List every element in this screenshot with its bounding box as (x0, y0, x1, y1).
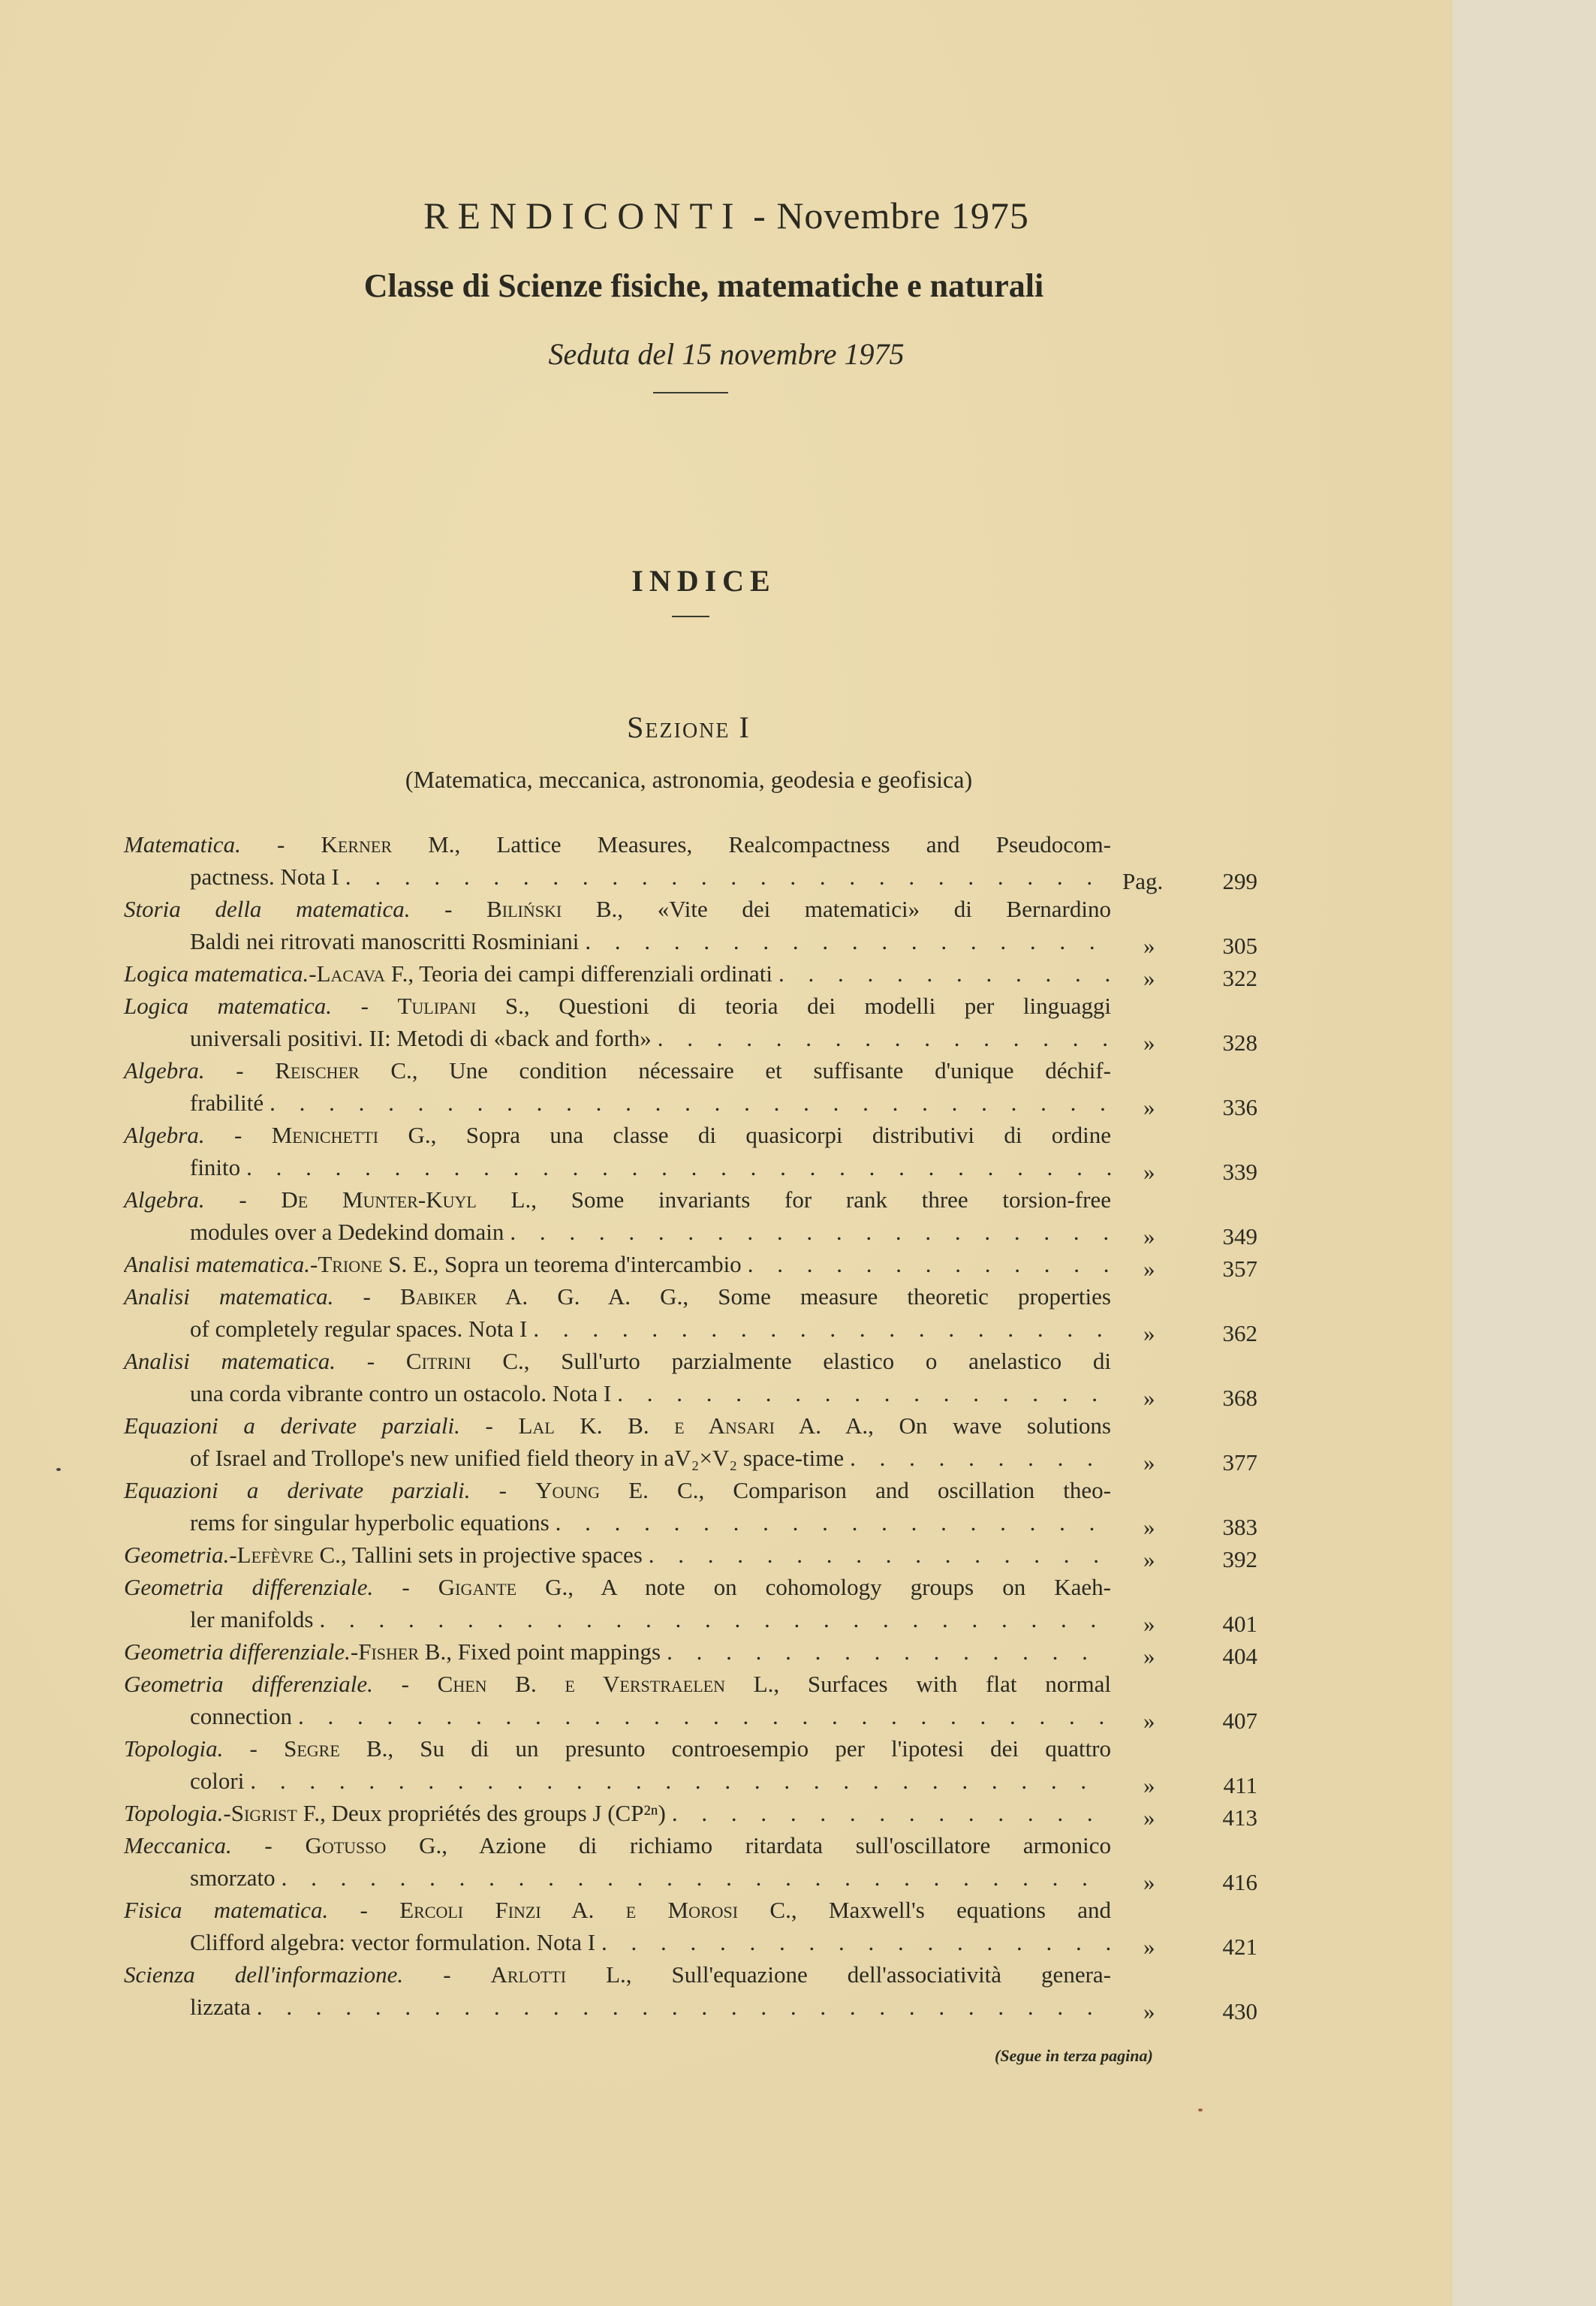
dot-leader (504, 1216, 1111, 1248)
entry-title: , Tallini sets in projective spaces (340, 1542, 643, 1568)
entry-dash: - (410, 896, 487, 922)
entry-dash: - (350, 1638, 359, 1665)
dot-leader (313, 1603, 1111, 1635)
entry-title-continued: Baldi nei ritrovati manoscritti Rosminiani (190, 928, 580, 954)
entry-author: Chen B. e Verstraelen L. (437, 1671, 774, 1697)
pag-label: Pag. (1122, 868, 1164, 894)
toc-entry (124, 1345, 1257, 1409)
entry-author: Biliński B. (486, 896, 618, 922)
entry-dash: - (332, 993, 398, 1019)
toc-entry (124, 1797, 1257, 1829)
entry-second-line (124, 1442, 1111, 1474)
classe-title: Classe di Scienze fisiche, matematiche e naturali (363, 267, 1044, 304)
entry-title-continued: finito (190, 1154, 241, 1180)
page-number: 349 (1222, 1223, 1257, 1249)
dot-leader (244, 1765, 1111, 1797)
entry-category: Equazioni a derivate parziali. (124, 1412, 460, 1439)
entry-dash: - (470, 1477, 536, 1503)
divider-rule-small (672, 616, 709, 617)
entry-title-continued: lizzata (190, 1994, 251, 2020)
entry-author: Lal K. B. e Ansari A. A. (518, 1412, 869, 1439)
page-reference (1122, 1995, 1257, 2027)
entry-second-line (124, 1022, 1111, 1054)
entry-first-line (124, 1119, 1111, 1151)
dot-leader (527, 1313, 1111, 1345)
ditto-mark: » (1143, 1772, 1155, 1798)
entry-dash: - (240, 831, 321, 858)
entry-dash: - (204, 1057, 276, 1084)
entry-category: Algebra. (124, 1057, 205, 1084)
toc-entry (124, 1248, 1257, 1280)
backing-sheet (1453, 0, 1596, 2306)
entry-first-line (124, 1797, 1111, 1829)
entry-dash: - (309, 960, 317, 987)
page-number: 368 (1222, 1385, 1257, 1411)
entry-author: Menichetti G. (271, 1122, 431, 1148)
page-number: 430 (1222, 1998, 1257, 2024)
dot-leader (251, 1991, 1111, 2023)
page-number: 336 (1222, 1094, 1257, 1120)
entry-title: , Lattice Measures, Realcompactness and Pseudocom- (454, 831, 1111, 858)
ditto-mark: » (1143, 1159, 1155, 1185)
toc-entry (124, 1829, 1257, 1894)
entry-title-continued: frabilité (190, 1090, 264, 1116)
entry-second-line (124, 1700, 1111, 1732)
entry-dash: - (333, 1283, 401, 1310)
entry-second-line (124, 1926, 1111, 1958)
page-number: 339 (1222, 1159, 1257, 1185)
entry-category: Fisica matematica. (124, 1897, 329, 1923)
entry-second-line (124, 1861, 1111, 1894)
entry-second-line (124, 1377, 1111, 1409)
entry-first-line (124, 1183, 1111, 1216)
entry-author: Lacava F. (316, 960, 408, 987)
ditto-mark: » (1143, 1029, 1155, 1056)
entry-title: , Comparison and oscillation theo- (698, 1477, 1111, 1503)
entry-author: Reischer C. (275, 1057, 412, 1084)
entry-category: Analisi matematica. (124, 1348, 336, 1374)
ditto-mark: » (1143, 1546, 1155, 1572)
entry-second-line (124, 1216, 1111, 1248)
entry-dash: - (336, 1348, 406, 1374)
entry-category: Logica matematica. (124, 960, 309, 987)
seduta-date: Seduta del 15 novembre 1975 (548, 337, 905, 371)
entry-second-line (124, 1603, 1111, 1635)
entry-title-continued: Clifford algebra: vector formulation. Nota I (190, 1929, 596, 1955)
dot-leader (263, 1087, 1111, 1119)
entry-first-line (124, 1668, 1111, 1700)
toc-entry (124, 1183, 1257, 1248)
entry-first-line (124, 957, 1111, 990)
entry-category: Meccanica. (124, 1832, 232, 1858)
ditto-mark: » (1143, 1255, 1155, 1282)
page-number: 357 (1222, 1255, 1257, 1282)
section-title: Sezione I (627, 710, 751, 744)
entry-first-line (124, 1539, 1111, 1571)
issue-date: Novembre 1975 (776, 194, 1029, 237)
entry-author: Segre B. (284, 1735, 388, 1762)
entry-first-line (124, 1054, 1111, 1087)
page-number: 383 (1222, 1514, 1257, 1540)
entry-dash: - (403, 1961, 491, 1988)
entry-second-line (124, 861, 1111, 893)
entry-title: , Some measure theoretic properties (682, 1283, 1111, 1310)
entry-second-line (124, 1313, 1111, 1345)
ditto-mark: » (1143, 1869, 1155, 1895)
page-number: 413 (1222, 1804, 1257, 1831)
entry-category: Scienza dell'informazione. (124, 1961, 404, 1988)
toc-entry (124, 1539, 1257, 1571)
dot-leader (276, 1861, 1111, 1894)
ditto-mark: » (1143, 1643, 1155, 1669)
entry-first-line (124, 1829, 1111, 1861)
entry-category: Analisi matematica. (124, 1283, 334, 1310)
toc-entry (124, 1409, 1257, 1474)
dot-leader (550, 1506, 1111, 1539)
entry-author: Gigante G. (438, 1574, 568, 1600)
toc-entry (124, 957, 1257, 990)
dot-leader (772, 957, 1111, 990)
entry-dash: - (231, 1832, 306, 1858)
page-number: 392 (1222, 1546, 1257, 1572)
entry-title: , Surfaces with flat normal (773, 1671, 1111, 1697)
toc-entry (124, 1668, 1257, 1732)
entry-first-line (124, 1474, 1111, 1506)
entry-title-continued: una corda vibrante contro un ostacolo. Nota I (190, 1380, 612, 1406)
entry-title-continued: ler manifolds (190, 1606, 314, 1632)
entry-dash: - (459, 1412, 519, 1439)
entry-title: , Sopra un teorema d'intercambio (432, 1251, 742, 1277)
dot-leader (292, 1700, 1111, 1732)
ditto-mark: » (1143, 1998, 1155, 2024)
entry-category: Geometria. (124, 1542, 230, 1568)
entry-first-line (124, 1894, 1111, 1926)
ditto-mark: » (1143, 965, 1155, 991)
page-number: 362 (1222, 1320, 1257, 1346)
paper-speck (56, 1468, 61, 1471)
entry-author: Arlotti L. (490, 1961, 626, 1988)
header-separator: - (753, 194, 766, 237)
entry-title: , Teoria dei campi differenziali ordinati (408, 960, 772, 987)
page-number: 322 (1222, 965, 1257, 991)
toc-entry (124, 893, 1257, 957)
page-number: 299 (1222, 868, 1257, 894)
entry-author: Kerner M. (321, 831, 455, 858)
dot-leader (643, 1539, 1111, 1571)
entry-author: Sigrist F. (230, 1800, 321, 1826)
entry-title: , Fixed point mappings (446, 1638, 661, 1665)
ditto-mark: » (1143, 1514, 1155, 1540)
entry-first-line (124, 1345, 1111, 1377)
entry-first-line (124, 990, 1111, 1022)
entry-author: De Munter-Kuyl L. (281, 1186, 531, 1213)
section-subtitle: (Matematica, meccanica, astronomia, geodesia e geofisica) (405, 766, 973, 793)
page-number: 421 (1222, 1934, 1257, 1960)
entry-author: Citrini C. (405, 1348, 524, 1374)
entry-title-continued: smorzato (190, 1864, 276, 1891)
entry-category: Geometria differenziale. (124, 1574, 374, 1600)
toc-entry (124, 828, 1257, 893)
ditto-mark: » (1143, 1611, 1155, 1637)
toc-entry (124, 1571, 1257, 1635)
entry-second-line (124, 1151, 1111, 1183)
toc-entry (124, 1119, 1257, 1183)
entry-category: Equazioni a derivate parziali. (124, 1477, 471, 1503)
entry-first-line (124, 1571, 1111, 1603)
toc-entry (124, 1474, 1257, 1539)
dot-leader (339, 861, 1111, 893)
entry-title: , Une condition nécessaire et suffisante d'unique déchif- (411, 1057, 1112, 1084)
entry-first-line (124, 1958, 1111, 1991)
entry-second-line (124, 1991, 1111, 2023)
entry-category: Algebra. (124, 1186, 205, 1213)
ditto-mark: » (1143, 933, 1155, 959)
entry-author: Lefèvre C. (236, 1542, 341, 1568)
ditto-mark: » (1143, 1708, 1155, 1734)
toc-entry (124, 1635, 1257, 1668)
dot-leader (652, 1022, 1111, 1054)
ditto-mark: » (1143, 1804, 1155, 1831)
ditto-mark: » (1143, 1934, 1155, 1960)
entry-title: , Azione di richiamo ritardata sull'oscillatore armonico (441, 1832, 1111, 1858)
entry-author: Gotusso G. (305, 1832, 442, 1858)
ditto-mark: » (1143, 1223, 1155, 1249)
entry-title: , Some invariants for rank three torsion-free (531, 1186, 1111, 1213)
entry-title: , Su di un presunto controesempio per l'ipotesi dei quattro (387, 1735, 1112, 1762)
toc-entry (124, 1054, 1257, 1119)
entry-category: Matematica. (124, 831, 241, 858)
entry-title-continued: colori (190, 1768, 245, 1794)
dot-leader (844, 1442, 1111, 1474)
entry-title-continued: pactness. Nota I (190, 864, 339, 890)
dot-leader (240, 1151, 1111, 1183)
ditto-mark: » (1143, 1320, 1155, 1346)
entry-title: , A note on cohomology groups on Kaeh- (568, 1574, 1112, 1600)
page-number: 407 (1222, 1708, 1257, 1734)
entry-category: Topologia. (124, 1735, 224, 1762)
table-of-contents (124, 828, 1257, 2023)
entry-category: Logica matematica. (124, 993, 333, 1019)
entry-second-line (124, 1506, 1111, 1539)
ditto-mark: » (1143, 1449, 1155, 1476)
entry-title: , On wave solutions (868, 1412, 1111, 1439)
entry-title: , Sull'urto parzialmente elastico o anelastico di (523, 1348, 1111, 1374)
entry-dash: - (204, 1122, 272, 1148)
dot-leader (666, 1797, 1111, 1829)
page-number: 411 (1223, 1772, 1257, 1798)
entry-second-line (124, 1087, 1111, 1119)
toc-entry (124, 1958, 1257, 2023)
entry-dash: - (229, 1542, 237, 1568)
dot-leader (579, 925, 1111, 957)
page-number: 416 (1222, 1869, 1257, 1895)
entry-dash: - (328, 1897, 400, 1923)
entry-dash: - (204, 1186, 282, 1213)
continued-note: (Segue in terza pagina) (995, 2046, 1153, 2065)
entry-category: Analisi matematica. (124, 1251, 310, 1277)
entry-second-line (124, 925, 1111, 957)
toc-entry (124, 1894, 1257, 1958)
entry-title-continued: rems for singular hyperbolic equations (190, 1509, 550, 1536)
page-number: 328 (1222, 1029, 1257, 1056)
entry-title-continued: of Israel and Trollope's new unified field theory in aV₂×V₂ space-time (190, 1445, 845, 1471)
paper-speck (1198, 2109, 1203, 2112)
entry-category: Geometria differenziale. (124, 1638, 351, 1665)
entry-title: , Maxwell's equations and (790, 1897, 1111, 1923)
entry-dash: - (223, 1800, 231, 1826)
entry-author: Young E. C. (535, 1477, 699, 1503)
entry-dash: - (223, 1735, 285, 1762)
entry-author: Ercoli Finzi A. e Morosi C. (399, 1897, 791, 1923)
toc-entry (124, 1732, 1257, 1797)
journal-header (0, 194, 1453, 237)
dot-leader (611, 1377, 1111, 1409)
entry-author: Tulipani S. (397, 993, 524, 1019)
toc-entry (124, 990, 1257, 1054)
entry-title: , Questioni di teoria dei modelli per linguaggi (523, 993, 1111, 1019)
entry-title-continued: universali positivi. II: Metodi di «back and forth» (190, 1025, 652, 1051)
entry-first-line (124, 1635, 1111, 1668)
page-number: 305 (1222, 933, 1257, 959)
entry-first-line (124, 893, 1111, 925)
entry-category: Geometria differenziale. (124, 1671, 373, 1697)
entry-first-line (124, 1248, 1111, 1280)
entry-first-line (124, 828, 1111, 861)
entry-title-continued: of completely regular spaces. Nota I (190, 1316, 528, 1342)
entry-title: , Sull'equazione dell'associatività genera- (625, 1961, 1111, 1988)
entry-category: Topologia. (124, 1800, 224, 1826)
entry-category: Algebra. (124, 1122, 205, 1148)
journal-title: RENDICONTI (423, 194, 743, 237)
ditto-mark: » (1143, 1094, 1155, 1120)
entry-author: Trione S. E. (318, 1251, 433, 1277)
page-number: 401 (1222, 1611, 1257, 1637)
entry-dash: - (373, 1574, 438, 1600)
dot-leader (661, 1635, 1111, 1668)
entry-category: Storia della matematica. (124, 896, 411, 922)
toc-entry (124, 1280, 1257, 1345)
entry-first-line (124, 1280, 1111, 1313)
entry-title-continued: connection (190, 1703, 293, 1729)
entry-first-line (124, 1732, 1111, 1765)
ditto-mark: » (1143, 1385, 1155, 1411)
entry-title: , «Vite dei matematici» di Bernardino (617, 896, 1111, 922)
dot-leader (595, 1926, 1111, 1958)
entry-title-continued: modules over a Dedekind domain (190, 1219, 504, 1245)
entry-first-line (124, 1409, 1111, 1442)
page-number: 377 (1222, 1449, 1257, 1476)
entry-author: Fisher B. (358, 1638, 447, 1665)
divider-rule (653, 392, 728, 393)
entry-second-line (124, 1765, 1111, 1797)
entry-title: , Deux propriétés des groups J (CP²ⁿ) (320, 1800, 666, 1826)
entry-title: , Sopra una classe di quasicorpi distributivi di ordine (430, 1122, 1111, 1148)
page-number: 404 (1222, 1643, 1257, 1669)
entry-dash: - (309, 1251, 318, 1277)
index-title: INDICE (631, 564, 776, 598)
entry-author: Babiker A. G. A. G. (400, 1283, 683, 1310)
dot-leader (742, 1248, 1111, 1280)
entry-dash: - (372, 1671, 438, 1697)
